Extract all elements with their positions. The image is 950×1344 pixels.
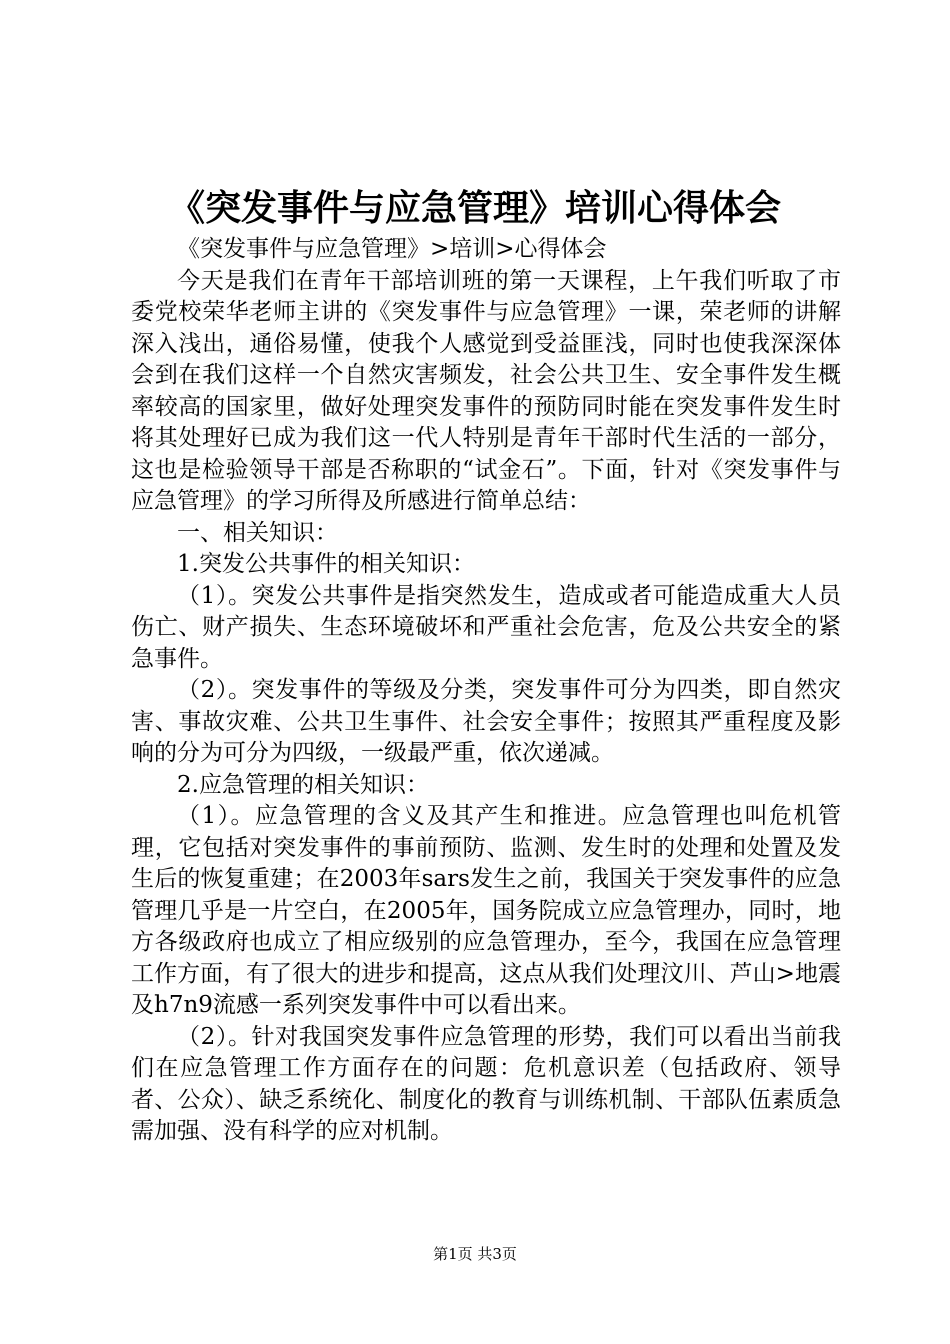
subsection-heading-emergency-management: 2.应急管理的相关知识： bbox=[177, 771, 429, 798]
paragraph-management-meaning: （1）。应急管理的含义及其产生和推进。应急管理也叫危机管理，它包括对突发事件的事前预防、监测、发生时的处理和处置及发生后的恢复重建；在2003年sars发生之前，我国关于突发事件的应急管理几乎是一片空白，在2005年，国务院成立应急管理办，同时，地方各级政府也成立了相应级别的应急管理办，至今，我国在应急管理工作方面，有了很大的进步和提高，这点从我们处理汶川、芦山>地震及h7n9流感一系列突发事件中可以看出来。 bbox=[131, 803, 841, 1018]
section-heading-knowledge: 一、相关知识： bbox=[177, 519, 338, 546]
paragraph-tags: 《突发事件与应急管理》>培训>心得体会 bbox=[177, 236, 607, 262]
document-title: 《突发事件与应急管理》培训心得体会 bbox=[168, 188, 781, 229]
document-body bbox=[131, 234, 841, 1148]
paragraph-classification: （2）。突发事件的等级及分类，突发事件可分为四类，即自然灾害、事故灾难、公共卫生事件、社会安全事件；按照其严重程度及影响的分为可分为四级，一级最严重，依次递减。 bbox=[131, 677, 841, 766]
page-footer: 第1页 共3页 bbox=[433, 1245, 517, 1263]
subsection-heading-emergency-events: 1.突发公共事件的相关知识： bbox=[177, 551, 475, 577]
paragraph-definition: （1）。突发公共事件是指突然发生，造成或者可能造成重大人员伤亡、财产损失、生态环境破坏和严重社会危害，危及公共安全的紧急事件。 bbox=[131, 582, 841, 672]
paragraph-intro: 今天是我们在青年干部培训班的第一天课程，上午我们听取了市委党校荣华老师主讲的《突发事件与应急管理》一课，荣老师的讲解深入浅出，通俗易懂，使我个人感觉到受益匪浅，同时也使我深深体会到在我们这样一个自然灾害频发，社会公共卫生、安全事件发生概率较高的国家里，做好处理突发事件的预防同时能在突发事件发生时将其处理好已成为我们这一代人特别是青年干部时代生活的一部分，这也是检验领导干部是否称职的“试金石”。下面，针对《突发事件与应急管理》的学习所得及所感进行简单总结： bbox=[131, 267, 841, 514]
paragraph-management-problems: （2）。针对我国突发事件应急管理的形势，我们可以看出当前我们在应急管理工作方面存在的问题：危机意识差（包括政府、领导者、公众）、缺乏系统化、制度化的教育与训练机制、干部队伍素质急需加强、没有科学的应对机制。 bbox=[131, 1023, 841, 1144]
